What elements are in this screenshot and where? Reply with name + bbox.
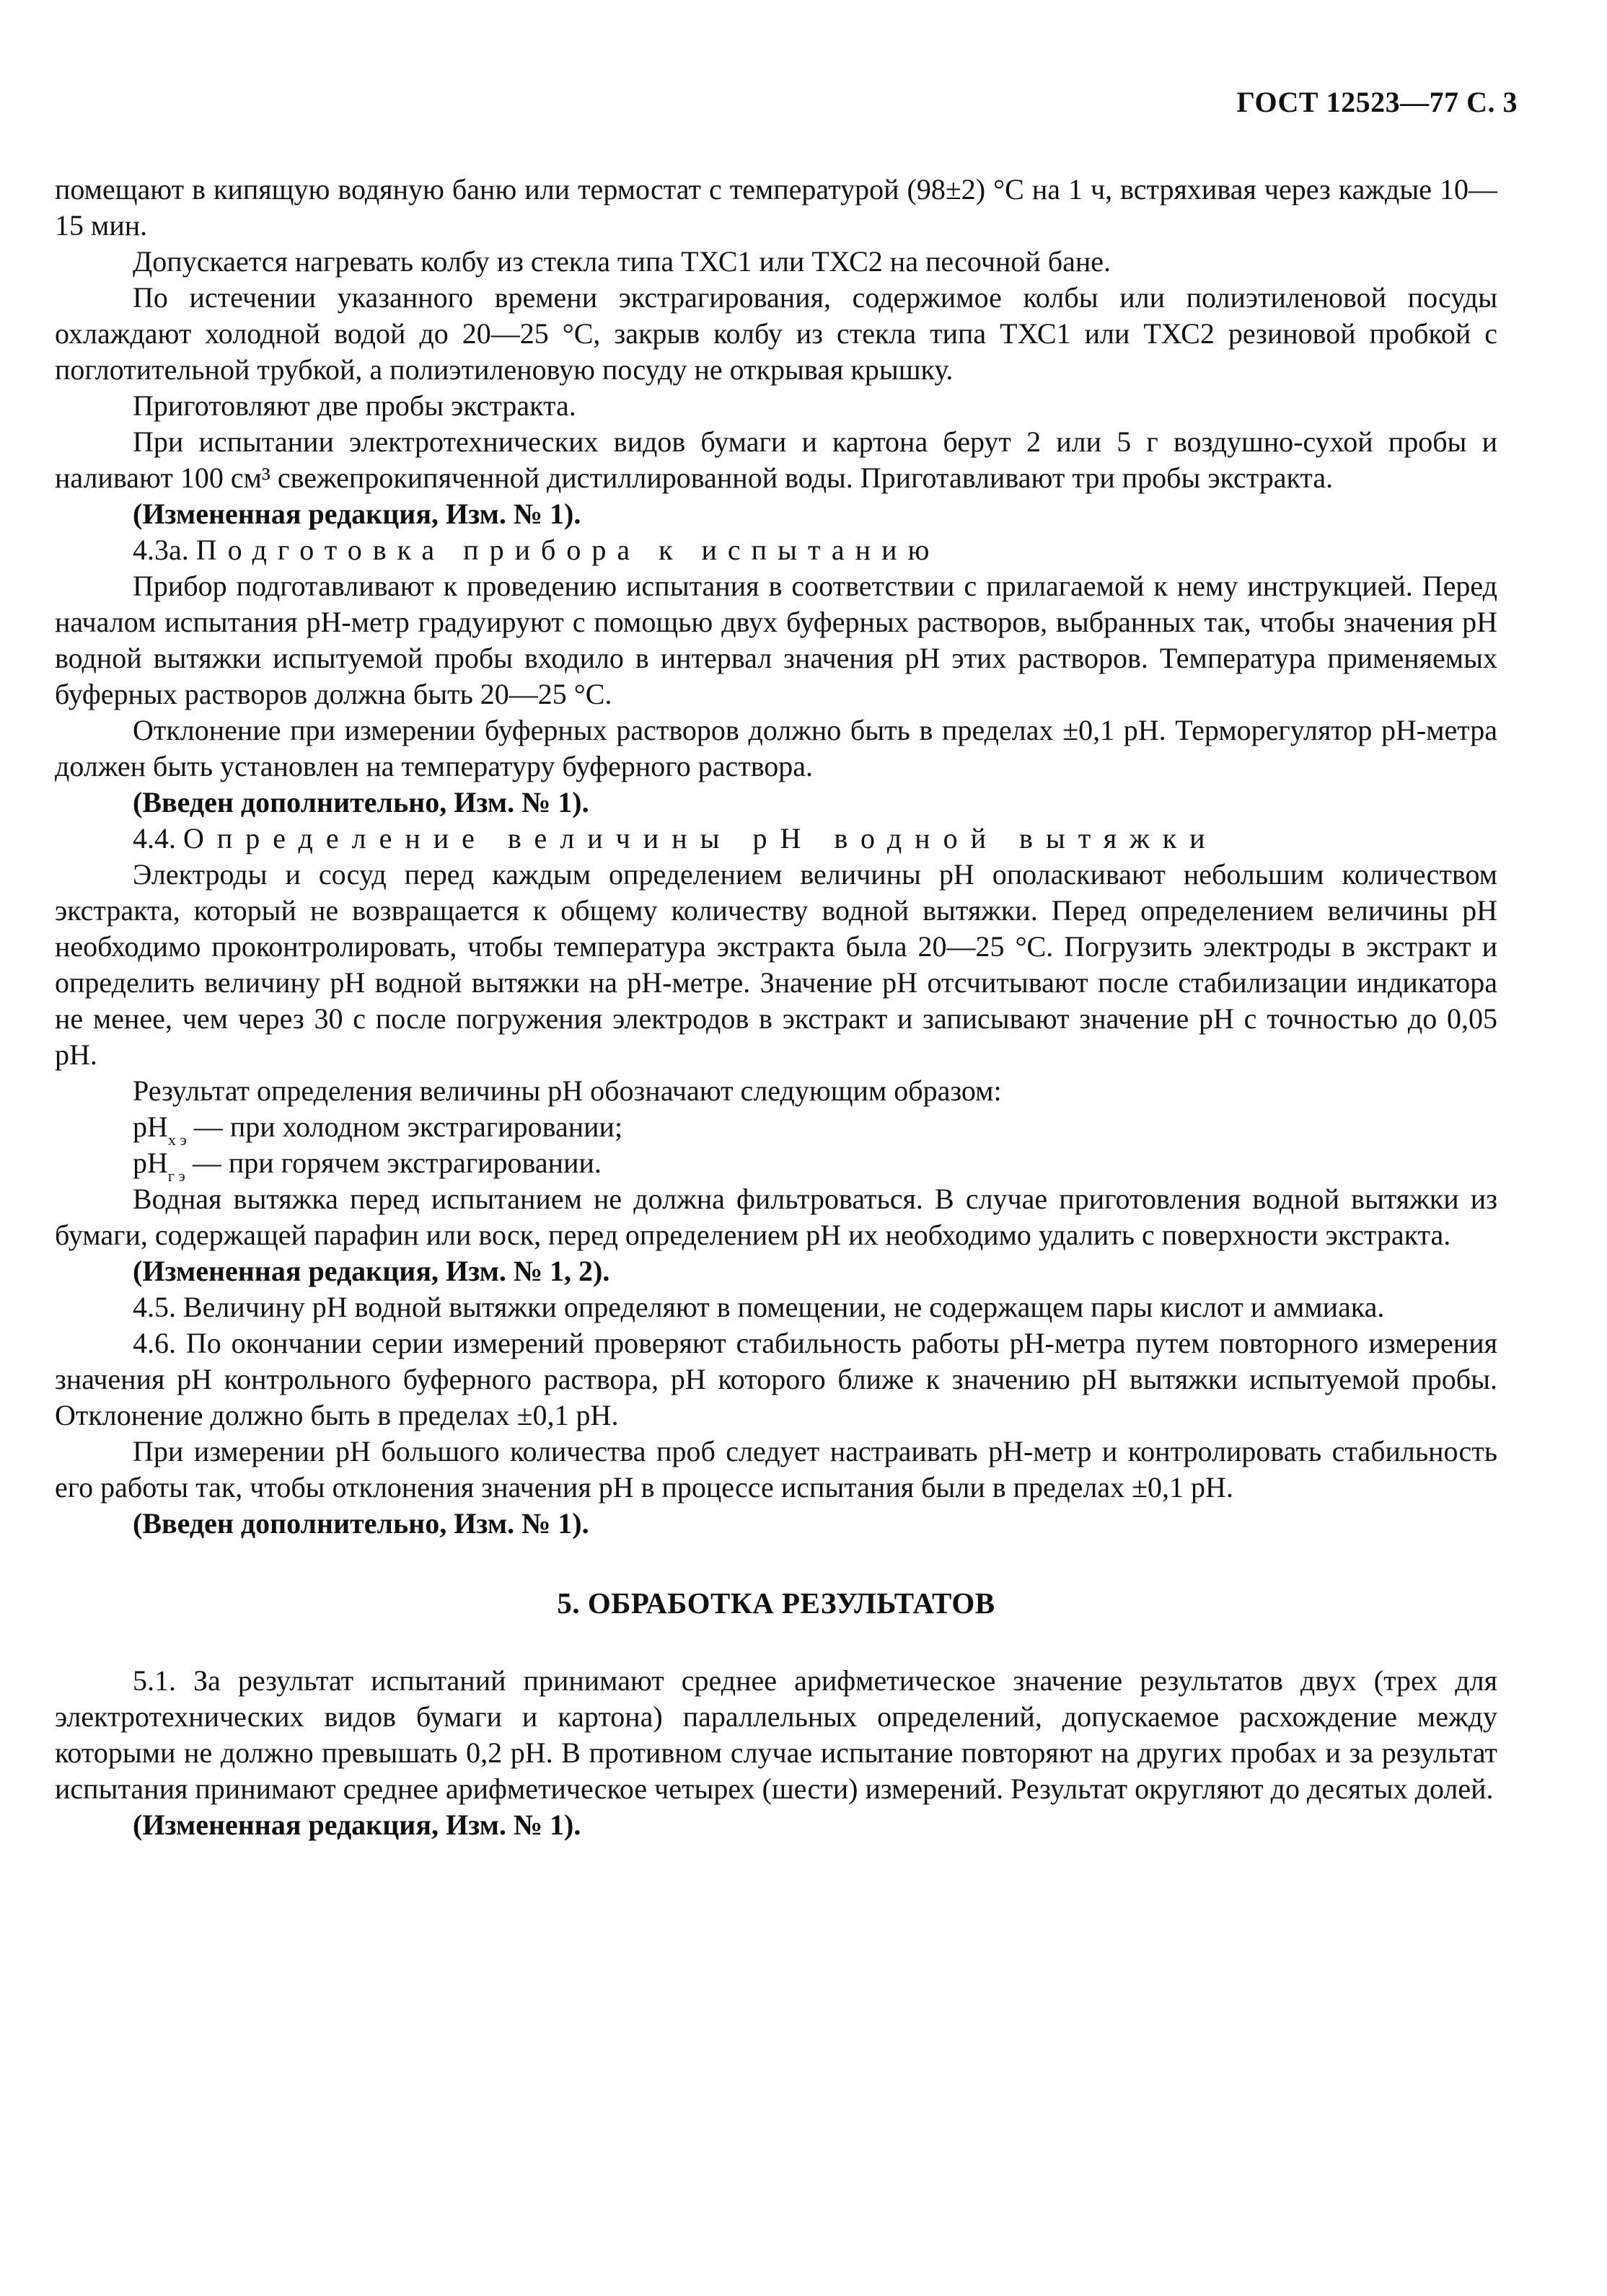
paragraph-instrument-prep: Прибор подготавливают к проведению испытания в соответствии с прилагаемой к нему инструкцией. Перед началом испытания pH-метр градуируют с помощью двух буферных растворов, выбранных так, чтобы значения pH водной вытяжки испытуемой пробы входило в интервал значения pH этих растворов. Температура применяемых буферных растворов должна быть 20—25 °С. [55, 570, 1497, 710]
notation-hot: $pH_{г э}$ — при горячем экстрагировании. [133, 1147, 602, 1185]
paragraph-stability: При измерении pH большого количества проб следует настраивать pH-метр и контролировать стабильность его работы так, чтобы отклонения значения pH в процессе испытания были в пределах ±0,1 pH. [55, 1435, 1497, 1504]
subsection-number: 4.4. [133, 822, 176, 855]
amendment-note: (Измененная редакция, Изм. № 1). [133, 498, 581, 530]
subsection-4-3a-heading [55, 532, 1497, 568]
amendment-note: (Измененная редакция, Изм. № 1). [133, 1809, 581, 1841]
notation-cold: $pH_{х э}$ — при холодном экстрагировании; [133, 1111, 623, 1149]
section-5-heading: 5. ОБРАБОТКА РЕЗУЛЬТАТОВ [557, 1586, 995, 1620]
paragraph-result-notation: Результат определения величины pH обозначают следующим образом: [133, 1074, 1002, 1107]
paragraph-electrodes: Электроды и сосуд перед каждым определением величины pH ополаскивают небольшим количеством экстракта, который не возвращается к общему количеству водной вытяжки. Перед определением величины pH необходимо проконтролировать, чтобы температура экстракта была 20—25 °С. Погрузить электроды в экстракт и определить величину pH водной вытяжки на pH-метре. Значение pH отсчитывают после стабилизации индикатора не менее, чем через 30 с после погружения электродов в экстракт и записывают значение pH с точностью до 0,05 pH. [55, 858, 1497, 1071]
subsection-number: 4.3а. [133, 534, 189, 566]
paragraph-filtration: Водная вытяжка перед испытанием не должна фильтроваться. В случае приготовления водной вытяжки из бумаги, содержащей парафин или воск, перед определением pH их необходимо удалить с поверхности экстракта. [55, 1183, 1497, 1251]
paragraph-deviation: Отклонение при измерении буферных растворов должно быть в пределах ±0,1 pH. Терморегулятор pH-метра должен быть установлен на температуру буферного раствора. [55, 714, 1497, 782]
subsection-title: Подготовка прибора к испытанию [195, 534, 941, 566]
amendment-note: (Введен дополнительно, Изм. № 1). [133, 786, 589, 818]
paragraph-4-6: 4.6. По окончании серии измерений проверяют стабильность работы pH-метра путем повторного измерения значения pH контрольного буферного раствора, pH которого ближе к значению pH вытяжки испытуемой пробы. Отклонение должно быть в пределах ±0,1 pH. [55, 1327, 1497, 1431]
subsection-4-4-heading [55, 821, 1497, 857]
amendment-note: (Измененная редакция, Изм. № 1, 2). [133, 1255, 610, 1287]
subsection-title: Определение величины pH водной вытяжки [183, 822, 1218, 855]
paragraph-continuation: помещают в кипящую водяную баню или термостат с температурой (98±2) °С на 1 ч, встряхивая через каждые 10—15 мин. [55, 173, 1497, 242]
paragraph-cooling: По истечении указанного времени экстрагирования, содержимое колбы или полиэтиленовой посуды охлаждают холодной водой до 20—25 °С, закрыв колбу из стекла типа ТХС1 или ТХС2 резиновой пробкой с поглотительной трубкой, а полиэтиленовую посуду не открывая крышку. [55, 281, 1497, 386]
paragraph-two-samples: Приготовляют две пробы экстракта. [133, 389, 576, 422]
amendment-note: (Введен дополнительно, Изм. № 1). [133, 1507, 589, 1540]
page-header: ГОСТ 12523—77 С. 3 [1236, 86, 1518, 118]
document-body [55, 172, 1497, 1843]
paragraph-5-1: 5.1. За результат испытаний принимают среднее арифметическое значение результатов двух (трех для электротехнических видов бумаги и картона) параллельных определений, допускаемое расхождение между которыми не должно превышать 0,2 pH. В противном случае испытание повторяют на других пробах и за результат испытания принимают среднее арифметическое четырех (шести) измерений. Результат округляют до десятых долей. [55, 1664, 1497, 1805]
paragraph-sand-bath: Допускается нагревать колбу из стекла типа ТХС1 или ТХС2 на песочной бане. [133, 245, 1111, 278]
paragraph-4-5: 4.5. Величину pH водной вытяжки определяют в помещении, не содержащем пары кислот и аммиака. [133, 1291, 1385, 1323]
paragraph-electrotechnical: При испытании электротехнических видов бумаги и картона берут 2 или 5 г воздушно-сухой пробы и наливают 100 см³ свежепрокипяченной дистиллированной воды. Приготавливают три пробы экстракта. [55, 425, 1497, 494]
